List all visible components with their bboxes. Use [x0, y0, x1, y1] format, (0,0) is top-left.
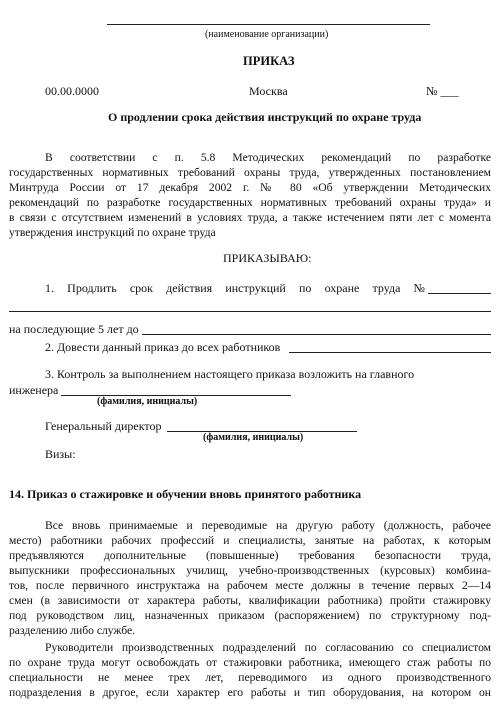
- paragraph-line: под руководством лиц, назначенных приказом (распоряжением) по структурному под-: [9, 609, 491, 622]
- order-item-1: 1. Продлить срок действия инструкций по охране труда №: [45, 281, 425, 295]
- paragraph-line: предъявляются дополнительные (повышенные) требования безопасности труда,: [9, 549, 491, 562]
- document-title: ПРИКАЗ: [243, 54, 295, 68]
- org-name-line: [107, 24, 430, 25]
- section-14-paragraph-2: [9, 640, 491, 700]
- intro-paragraph: [9, 150, 491, 240]
- document-subject: О продлении срока действия инструкций по охране труда: [108, 110, 422, 124]
- intro-line: рекомендаций по разработке государственных нормативных требований охраны труда» и: [9, 196, 491, 209]
- paragraph-line: подразделения в другое, если характер его работы и тип оборудования, на котором он: [9, 686, 491, 699]
- paragraph-line: по охране труда могут освобождать от стажировки работника, имеющего стаж работы по: [9, 656, 491, 669]
- paragraph-line: смен (в зависимости от характера работы, квалификации работника) пройти стажировку: [9, 594, 491, 607]
- intro-line: в связи с отсутствием изменений в условиях труда, а также истечением пяти лет с момента: [9, 211, 491, 224]
- intro-line: Минтруда России от 17 декабря 2002 г. № 80 «Об утверждении Методических: [9, 181, 491, 194]
- item1-date-line: [142, 334, 491, 335]
- paragraph-line: тов, после первичного инструктажа на рабочем месте должны в течение первых 2—14: [9, 579, 491, 592]
- section-14-heading: 14. Приказ о стажировке и обучении вновь принятого работника: [9, 487, 362, 501]
- item2-line: [289, 352, 491, 353]
- paragraph-line: разделению либо службе.: [9, 624, 136, 637]
- org-name-caption: (наименование организации): [205, 29, 329, 40]
- director-caption: (фамилия, инициалы): [203, 432, 304, 443]
- paragraph-line: специальности не менее трех лет, переводимого из одного производственного: [9, 671, 491, 684]
- order-item-2: 2. Довести данный приказ до всех работников: [45, 340, 281, 354]
- order-item-1-term: на последующие 5 лет до: [9, 322, 139, 336]
- document-number: № ___: [426, 84, 459, 98]
- paragraph-line: Все вновь принимаемые и переводимые на другую работу (должность, рабочее: [45, 519, 491, 532]
- paragraph-line: место) работники рабочих профессий и специалисты, занятые на работах, к которым: [9, 534, 491, 547]
- document-date: 00.00.0000: [45, 84, 99, 98]
- item3-fio-caption: (фамилия, инициалы): [97, 396, 198, 407]
- order-heading: ПРИКАЗЫВАЮ:: [223, 251, 312, 265]
- director-label: Генеральный директор: [45, 419, 162, 433]
- section-14-paragraph-1: [9, 518, 491, 638]
- intro-line: В соответствии с п. 5.8 Методических рекомендаций по разработке: [45, 151, 491, 164]
- intro-line: государственных нормативных требований охраны труда, утвержденных постановлением: [9, 166, 491, 179]
- document-city: Москва: [249, 84, 288, 98]
- intro-line: утверждения инструкций по охране труда: [9, 226, 216, 239]
- item1-blank-line: [9, 311, 491, 312]
- item1-number-line: [428, 293, 491, 294]
- order-item-3: 3. Контроль за выполнением настоящего приказа возложить на главного: [45, 367, 415, 381]
- paragraph-line: выпускники профессиональных училищ, учебно-производственных (курсовых) комбина-: [9, 564, 491, 577]
- order-item-3-position: инженера: [9, 383, 59, 397]
- paragraph-line: Руководители производственных подразделений по согласованию со специалистом: [45, 641, 491, 654]
- visas-label: Визы:: [45, 447, 76, 461]
